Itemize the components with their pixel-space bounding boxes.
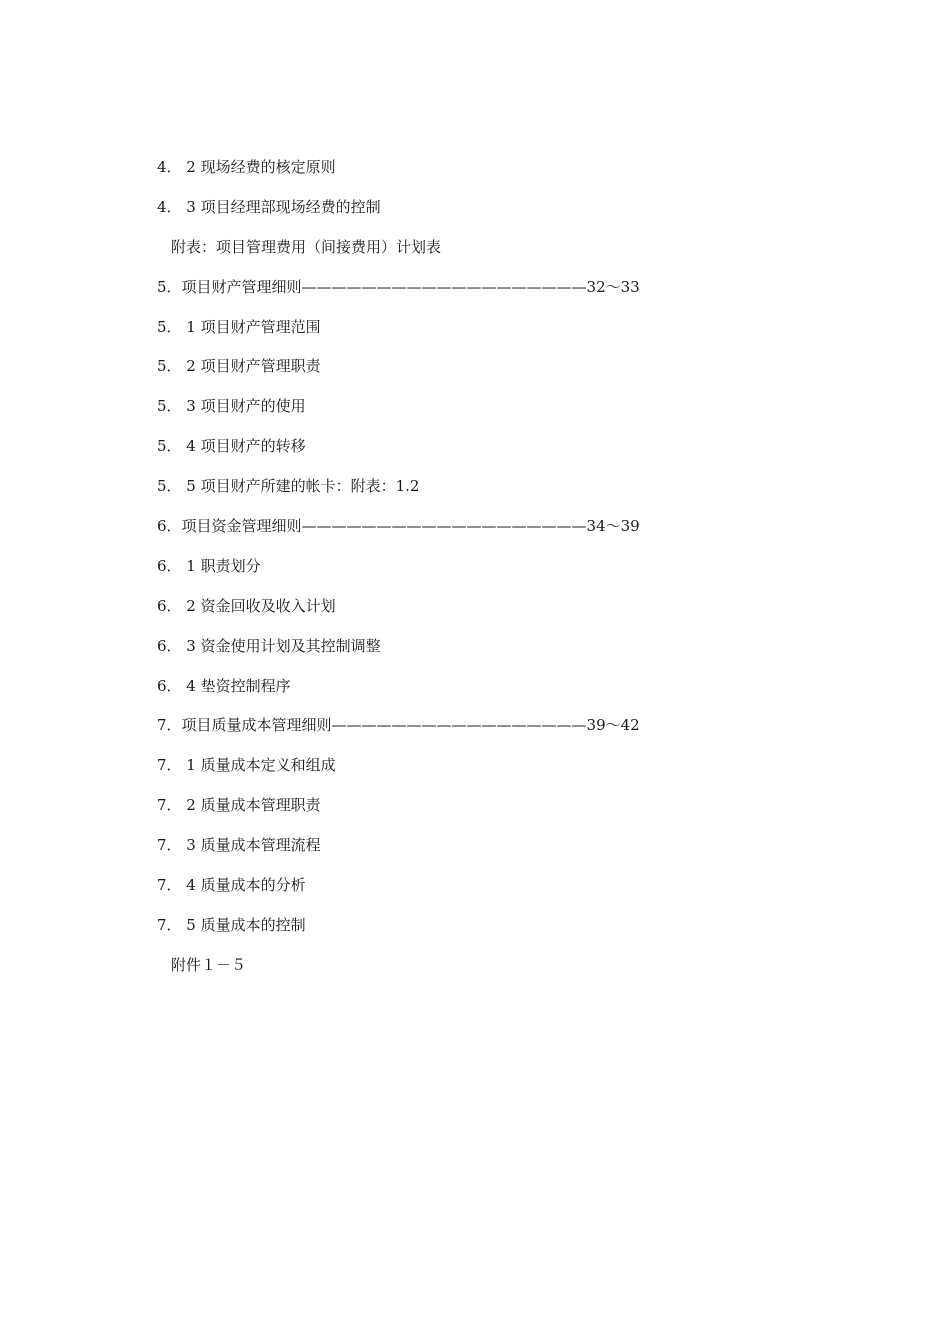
toc-entry-4-2: 4． 2 现场经费的核定原则 [157, 158, 336, 176]
toc-entry-6-2: 6． 2 资金回收及收入计划 [157, 596, 336, 615]
toc-entry-6-3: 6． 3 资金使用计划及其控制调整 [157, 636, 381, 655]
toc-entry-6-4: 6． 4 垫资控制程序 [157, 676, 291, 695]
toc-entry-6-1: 6． 1 职责划分 [157, 556, 261, 575]
toc-entry-7-3: 7． 3 质量成本管理流程 [157, 836, 321, 855]
toc-section-7: 7．项目质量成本管理细则—————————————————39～42 [157, 716, 640, 735]
toc-attachments: 附件１－５ [171, 955, 247, 974]
toc-entry-7-2: 7． 2 质量成本管理职责 [157, 796, 321, 815]
toc-entry-5-2: 5． 2 项目财产管理职责 [157, 357, 321, 376]
toc-section-6: 6．项目资金管理细则———————————————————34～39 [157, 517, 640, 536]
toc-entry-7-1: 7． 1 质量成本定义和组成 [157, 756, 336, 775]
toc-entry-4-3: 4． 3 项目经理部现场经费的控制 [157, 197, 381, 216]
toc-section-5: 5．项目财产管理细则———————————————————32～33 [157, 277, 640, 296]
toc-entry-5-1: 5． 1 项目财产管理范围 [157, 317, 321, 336]
toc-entry-5-4: 5． 4 项目财产的转移 [157, 437, 306, 456]
table-of-contents [157, 152, 640, 990]
toc-entry-5-3: 5． 3 项目财产的使用 [157, 397, 306, 416]
toc-entry-5-5: 5． 5 项目财产所建的帐卡：附表：1.2 [157, 477, 420, 496]
toc-appendix-table: 附表：项目管理费用（间接费用）计划表 [171, 237, 442, 256]
toc-entry-7-4: 7． 4 质量成本的分析 [157, 876, 306, 895]
toc-entry-7-5: 7． 5 质量成本的控制 [157, 915, 306, 934]
